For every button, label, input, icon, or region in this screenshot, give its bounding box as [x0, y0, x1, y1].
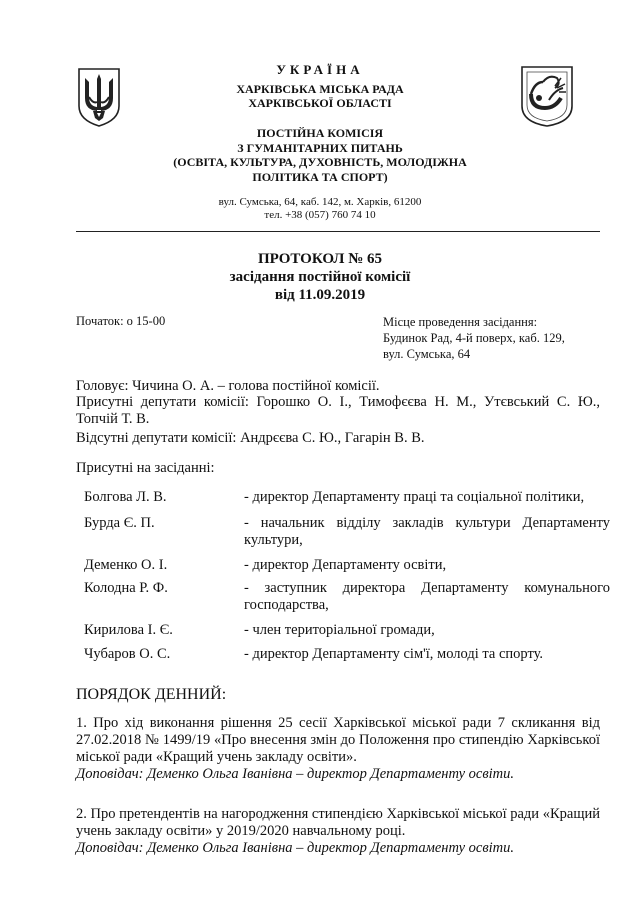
kharkiv-emblem-icon	[519, 64, 575, 128]
council-name	[120, 82, 520, 110]
attendee-name: Кирилова І. Є.	[84, 622, 173, 638]
attendee-name: Колодна Р. Ф.	[84, 580, 168, 596]
protocol-date: від 11.09.2019	[274, 287, 366, 303]
ukraine-trident-icon	[76, 66, 122, 128]
start-time: Початок: о 15-00	[76, 314, 166, 328]
header-divider	[76, 231, 600, 232]
address-line: вул. Сумська, 64, каб. 142, м. Харків, 61200	[218, 196, 422, 208]
agenda-item-speaker: Доповідач: Деменко Ольга Іванівна – директор Департаменту освіти.	[76, 840, 514, 856]
attendee-name: Болгова Л. В.	[84, 489, 167, 505]
venue-block	[383, 314, 613, 362]
phone-line: тел. +38 (057) 760 74 10	[264, 209, 376, 221]
attendee-role: - заступник директора Департаменту комунального господарства,	[244, 580, 610, 613]
agenda-item-text: 2. Про претендентів на нагородження стипендією Харківської міської ради «Кращий учень закладу освіти» у 2019/2020 навчальному році.	[76, 806, 600, 839]
agenda-item	[76, 715, 600, 783]
agenda-item-speaker: Доповідач: Деменко Ольга Іванівна – директор Департаменту освіти.	[76, 766, 514, 782]
attendee-role: - директор Департаменту праці та соціальної політики,	[244, 489, 585, 505]
present-at-meeting-label: Присутні на засіданні:	[76, 460, 215, 476]
venue-address-2: вул. Сумська, 64	[383, 347, 471, 361]
council-name-line: ХАРКІВСЬКА МІСЬКА РАДА	[236, 82, 404, 96]
attendee-name: Деменко О. І.	[84, 557, 168, 573]
attendee-name: Чубаров О. С.	[84, 646, 171, 662]
absent-deputies: Відсутні депутати комісії: Андрєєва С. Ю., Гагарін В. В.	[76, 430, 425, 446]
attendee-role: - директор Департаменту освіти,	[244, 557, 447, 573]
agenda-item	[76, 806, 600, 857]
commission-line-3: (ОСВІТА, КУЛЬТУРА, ДУХОВНІСТЬ, МОЛОДІЖНА	[173, 155, 467, 169]
protocol-heading	[120, 250, 520, 304]
attendee-role: - член територіальної громади,	[244, 622, 435, 638]
attendee-role: - директор Департаменту сім'ї, молоді та спорту.	[244, 646, 544, 662]
venue-address-1: Будинок Рад, 4-й поверх, каб. 129,	[383, 331, 565, 345]
commission-title	[120, 126, 520, 184]
protocol-title: ПРОТОКОЛ № 65	[257, 251, 383, 267]
venue-label: Місце проведення засідання:	[383, 315, 538, 329]
agenda-heading: ПОРЯДОК ДЕННИЙ:	[76, 686, 227, 703]
attendee-name: Бурда Є. П.	[84, 515, 155, 531]
present-deputies: Присутні депутати комісії: Горошко О. І., Тимофєєва Н. М., Утєвський С. Ю., Топчій Т. В.	[76, 394, 600, 427]
commission-line-1: ПОСТІЙНА КОМІСІЯ	[256, 126, 384, 140]
commission-line-4: ПОЛІТИКА ТА СПОРТ)	[252, 169, 388, 184]
country-name: УКРАЇНА	[276, 62, 364, 77]
council-region-line: ХАРКІВСЬКОЇ ОБЛАСТІ	[248, 96, 392, 110]
contact-info	[120, 196, 520, 222]
commission-line-2: З ГУМАНІТАРНИХ ПИТАНЬ	[237, 140, 403, 155]
protocol-subtitle: засідання постійної комісії	[229, 269, 411, 285]
chair-line: Головує: Чичина О. А. – голова постійної комісії.	[76, 378, 380, 394]
agenda-item-text: 1. Про хід виконання рішення 25 сесії Харківської міської ради 7 скликання від 27.02.2018 № 1499/19 «Про внесення змін до Положення про стипендію Харківської міської ради «Кращий учень закладу освіти».	[76, 715, 600, 765]
attendee-role: - начальник відділу закладів культури Департаменту культури,	[244, 515, 610, 548]
